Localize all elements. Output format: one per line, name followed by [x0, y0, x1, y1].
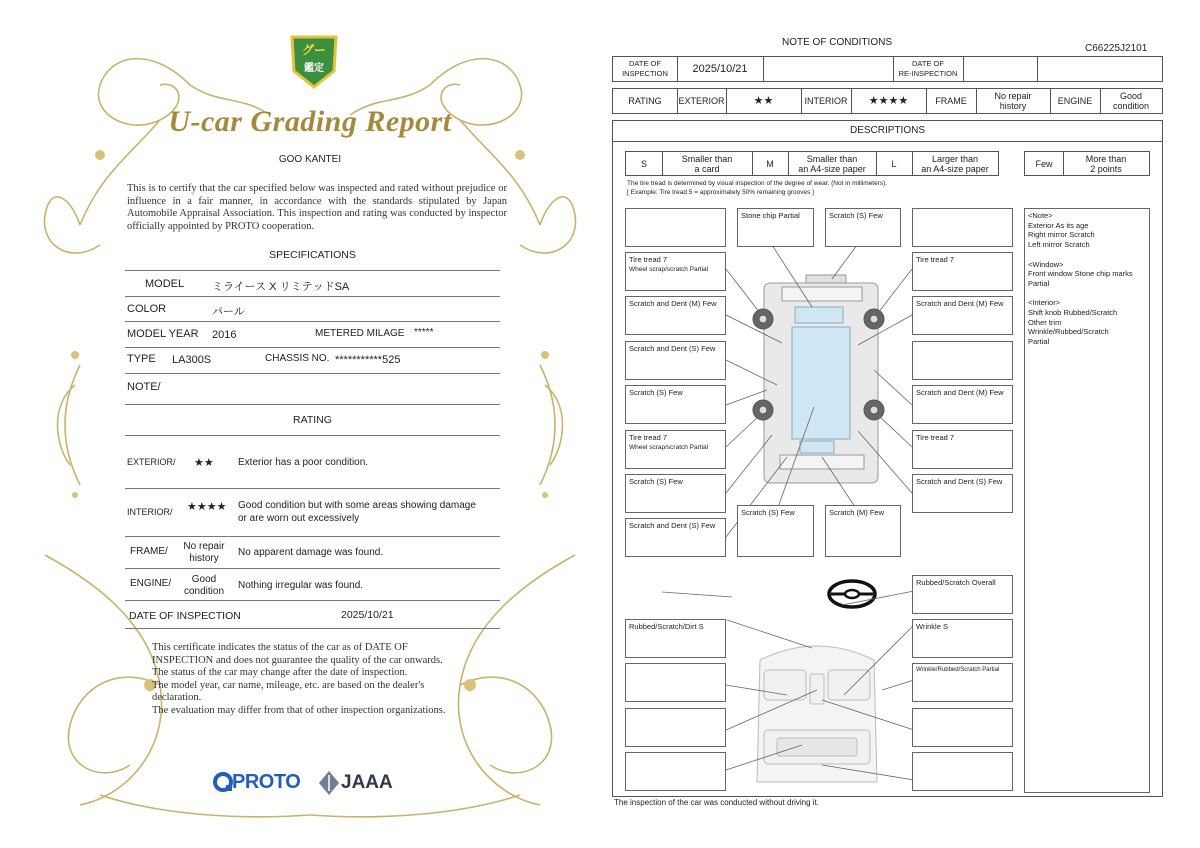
note-spacer [1028, 289, 1146, 299]
legend-l: L [891, 158, 897, 169]
date-of-inspection-label: DATE OF INSPECTION [129, 610, 241, 622]
ext-box-right-3: Scratch and Dent (M) Few [912, 296, 1013, 335]
ext-box-left-8: Scratch and Dent (S) Few [625, 518, 726, 557]
color-value: パール [212, 306, 245, 318]
int-box-right-3 [912, 708, 1013, 747]
legend-few-desc: More than 2 points [1085, 153, 1127, 174]
few-legend [1024, 151, 1150, 176]
rating-label: RATING [628, 96, 662, 106]
model-value: ミライース X リミテッドSA [212, 281, 350, 293]
note-line: Exterior As its age [1028, 220, 1089, 230]
engine-value-line2: condition [183, 586, 225, 597]
interior-description-line2: or are worn out excessively [238, 513, 360, 524]
footer-line: The model year, car name, mileage, etc. are based on the dealer's [152, 679, 425, 691]
interior-stars: ★★★★ [187, 501, 227, 513]
badge-top-text: グー [301, 43, 326, 57]
descriptions-heading: DESCRIPTIONS [849, 125, 925, 136]
model-label: MODEL [145, 278, 185, 290]
int-box-left-3 [625, 708, 726, 747]
certificate-footer [152, 642, 482, 718]
tire-note-line2: [ Example: Tire tread 5 = approximately 50% remaining grooves ] [627, 189, 814, 196]
report-code: C66225J2101 [1085, 43, 1148, 54]
ext-box-right-5: Scratch and Dent (M) Few [912, 385, 1013, 424]
grading-certificate [40, 25, 580, 825]
ext-box-top-left [625, 208, 726, 247]
ext-box-right-2: Tire tread 7 [912, 252, 1013, 291]
ext-box-top-right [912, 208, 1013, 247]
rating-row [612, 88, 1163, 114]
date-of-inspection-value: 2025/10/21 [341, 609, 394, 621]
metered-milage-value: ***** [414, 327, 434, 338]
note-line: <Window> [1028, 259, 1064, 269]
exterior-stars: ★★ [753, 95, 774, 107]
certificate-title: U-car Grading Report [168, 105, 452, 138]
jaaa-logo-text: JAAA [341, 772, 393, 793]
ext-box-right-4 [912, 341, 1013, 380]
note-line: Right mirror Scratch [1028, 230, 1095, 240]
footer-line: INSPECTION and does not guarantee the quality of the car onwards. [152, 654, 443, 666]
exterior-label: EXTERIOR [678, 96, 725, 106]
note-line: <Note> [1028, 211, 1053, 220]
ext-l2-main: Tire tread 7 [629, 255, 668, 264]
int-box-right-2: Wrinkle/Rubbed/Scratch Partial [912, 663, 1013, 702]
ext-box-left-4: Scratch and Dent (S) Few [625, 341, 726, 380]
int-box-right-4 [912, 752, 1013, 791]
rating-heading: RATING [293, 414, 332, 426]
note-line: Front window Stone chip marks [1028, 269, 1133, 279]
engine-value [176, 574, 232, 598]
engine-label: ENGINE/ [130, 578, 172, 589]
note-line: Partial [1028, 337, 1050, 347]
color-label: COLOR [127, 303, 167, 315]
note-line: Other trim [1028, 317, 1062, 327]
type-label: TYPE [127, 353, 156, 365]
ext-box-left-3: Scratch and Dent (M) Few [625, 296, 726, 335]
footer-line: This certificate indicates the status of the car as of DATE OF [152, 642, 408, 653]
goo-kantei-badge [288, 31, 340, 89]
engine-value-line1: Good [191, 574, 217, 585]
note-title: NOTE OF CONDITIONS [782, 37, 892, 48]
frame-value-line1: No repair [183, 541, 225, 552]
int-box-steering: Rubbed/Scratch Overall [912, 575, 1013, 614]
legend-few: Few [1035, 158, 1053, 169]
legend-l-desc: Larger than an A4-size paper [921, 153, 989, 174]
frame-value: No repair history [994, 91, 1032, 111]
type-value: LA300S [172, 354, 212, 366]
int-box-right-1: Wrinkle S [912, 619, 1013, 658]
engine-label: ENGINE [1057, 96, 1093, 106]
ext-box-right-6: Tire tread 7 [912, 430, 1013, 469]
reinspection-label: DATE OF RE-INSPECTION [898, 59, 958, 78]
ext-box-left-6 [625, 430, 726, 469]
jaaa-mark-icon [319, 771, 339, 795]
exterior-stars: ★★ [194, 457, 214, 469]
frame-description: No apparent damage was found. [238, 547, 384, 558]
engine-description: Nothing irregular was found. [238, 580, 364, 591]
size-legend [625, 151, 999, 176]
int-box-left-2 [625, 663, 726, 702]
ext-box-top-mid-left: Stone chip Partial [737, 208, 814, 247]
inspection-footer-note: The inspection of the car was conducted without driving it. [614, 798, 819, 807]
int-box-left-1: Rubbed/Scratch/Dirt S [625, 619, 726, 658]
brand-name: GOO KANTEI [278, 154, 342, 165]
proto-mark-icon [212, 771, 234, 793]
int-box-left-4 [625, 752, 726, 791]
frame-value [176, 541, 232, 565]
model-year-label: MODEL YEAR [127, 328, 199, 340]
tire-note-line1: The tire tread is determined by visual inspection of the degree of wear. (Not in millimeters). [627, 180, 888, 187]
note-line: Shift knob Rubbed/Scratch [1028, 308, 1118, 317]
interior-label: INTERIOR/ [127, 507, 173, 517]
ext-box-left-5: Scratch (S) Few [625, 385, 726, 424]
ext-box-bottom-mid-right: Scratch (M) Few [825, 505, 901, 557]
specifications-heading: SPECIFICATIONS [269, 249, 356, 261]
date-of-inspection-value: 2025/10/21 [692, 63, 748, 75]
ext-l6-sub: Wheel scrap/scratch Partial [629, 443, 709, 451]
date-of-inspection-label: DATE OF INSPECTION [622, 59, 668, 78]
ext-box-top-mid-right: Scratch (S) Few [825, 208, 901, 247]
inspection-date-row [612, 56, 1163, 82]
note-line: Partial [1028, 278, 1050, 288]
notes-panel [1024, 208, 1150, 793]
legend-m-desc: Smaller than an A4-size paper [798, 153, 866, 174]
chassis-value: ***********525 [335, 354, 401, 366]
interior-stars: ★★★★ [868, 95, 909, 107]
ext-box-bottom-mid-left: Scratch (S) Few [737, 505, 814, 557]
frame-label: FRAME [935, 96, 967, 106]
exterior-label: EXTERIOR/ [127, 457, 176, 467]
engine-value: Good condition [1112, 91, 1150, 111]
metered-milage-label: METERED MILAGE [315, 328, 405, 339]
note-spacer [1028, 250, 1146, 260]
legend-s-desc: Smaller than a card [681, 153, 733, 174]
model-year-value: 2016 [212, 329, 237, 341]
interior-description-line1: Good condition but with some areas showing damage [238, 500, 476, 511]
ext-box-left-2 [625, 252, 726, 291]
chassis-label: CHASSIS NO. [265, 353, 330, 364]
note-line: Left mirror Scratch [1028, 240, 1090, 250]
frame-value-line2: history [189, 553, 219, 564]
ext-l2-sub: Wheel scrap/scratch Partial [629, 265, 709, 273]
interior-label: INTERIOR [804, 96, 848, 106]
proto-logo-text: PROTO [232, 771, 301, 793]
note-label: NOTE/ [127, 381, 161, 393]
intro-paragraph: This is to certify that the car specified below was inspected and rated without prejudice or influence in a fair manner, in accordance with the standards stipulated by Japan Automobile Appraisal Association. This inspection and rating was conducted by inspector officially appointed by PROTO cooperation. [127, 183, 507, 232]
ext-box-left-7: Scratch (S) Few [625, 474, 726, 513]
ext-box-right-7: Scratch and Dent (S) Few [912, 474, 1013, 513]
ext-l6-main: Tire tread 7 [629, 433, 668, 442]
note-line: Wrinkle/Rubbed/Scratch [1028, 327, 1109, 337]
footer-line: The status of the car may change after the date of inspection. [152, 667, 408, 679]
footer-line: declaration. [152, 692, 202, 704]
badge-bottom-text: 鑑定 [304, 63, 324, 74]
exterior-description: Exterior has a poor condition. [238, 457, 369, 468]
frame-label: FRAME/ [130, 546, 168, 557]
note-line: <Interior> [1028, 298, 1061, 308]
legend-s: S [640, 158, 647, 169]
legend-m: M [766, 158, 774, 169]
footer-line: The evaluation may differ from that of other inspection organizations. [152, 704, 446, 716]
